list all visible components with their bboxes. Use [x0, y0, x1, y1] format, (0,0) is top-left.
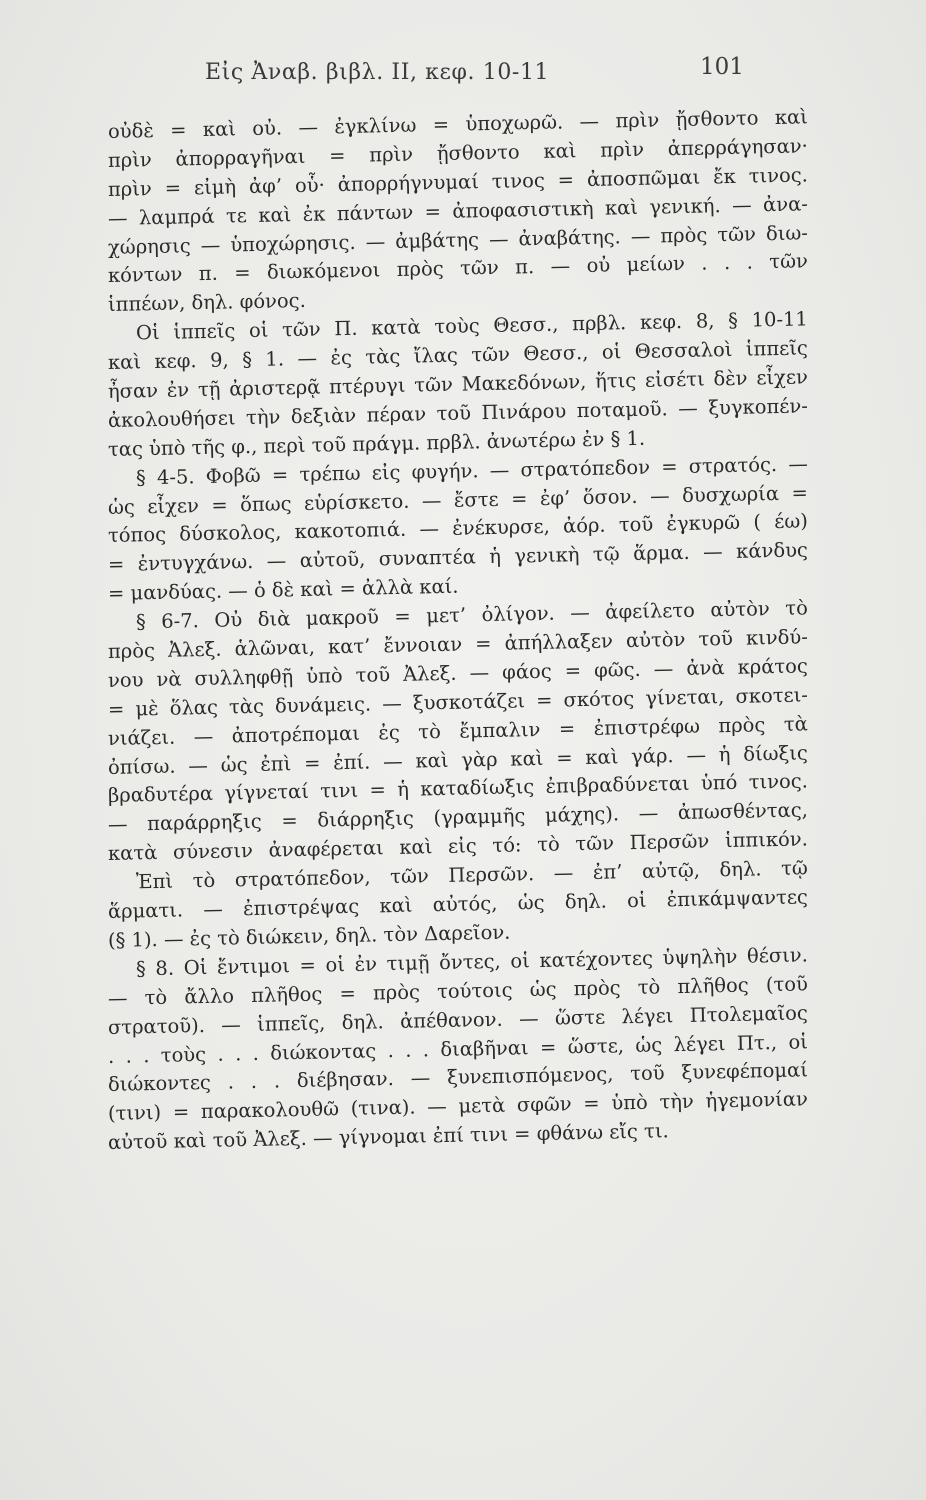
text-line: — λαμπρά τε καὶ ἐκ πάντων = ἀποφασιστικὴ καὶ γενική. — ἀνα-: [107, 192, 809, 230]
text-line: οὐδὲ = καὶ οὐ. — ἐγκλίνω = ὑποχωρῶ. — πρὶν ᾔσθοντο καὶ: [107, 105, 809, 143]
text-line: (τινι) = παρακολουθῶ (τινα). — μετὰ σφῶν = ὑπὸ τὴν ἡγεμονίαν: [107, 1087, 809, 1126]
running-header: [0, 46, 926, 96]
text-line: ἦσαν ἐν τῇ ἀριστερᾷ πτέρυγι τῶν Μακεδόνων, ἥτις εἰσέτι δὲν εἶχεν: [107, 365, 809, 404]
text-line: = ἐντυγχάνω. — αὐτοῦ, συναπτέα ἡ γενικὴ τῷ ἅρμα. — κάνδυς: [107, 538, 809, 577]
text-line: = μανδύας. — ὁ δὲ καὶ = ἀλλὰ καί.: [107, 574, 459, 606]
page-number: 101: [700, 54, 744, 80]
commentary-text: [107, 105, 809, 1158]
text-line: βραδυτέρα γίγνεταί τινι = ἡ καταδίωξις ἐπιβραδύνεται ὑπό τινος.: [107, 769, 809, 808]
text-line: τας ὑπὸ τῆς φ., περὶ τοῦ πράγμ. πρβλ. ἀνωτέρω ἐν § 1.: [107, 426, 646, 461]
text-line: τόπος δύσκολος, κακοτοπιά. — ἐνέκυρσε, ἀόρ. τοῦ ἐγκυρῶ ( έω): [107, 509, 809, 548]
text-line: Ἐπὶ τὸ στρατόπεδον, τῶν Περσῶν. — ἐπ’ αὐτῷ, δηλ. τῷ: [135, 856, 809, 894]
text-line: Οἱ ἱππεῖς οἱ τῶν Π. κατὰ τοὺς Θεσσ., πρβλ. κεφ. 8, § 10-11: [135, 307, 809, 345]
text-line: νιάζει. — ἀποτρέπομαι ἐς τὸ ἔμπαλιν = ἐπιστρέφω πρὸς τὰ: [107, 712, 809, 750]
text-line: ὡς εἶχεν = ὅπως εὑρίσκετο. — ἔστε = ἐφ’ ὅσον. — δυσχωρία =: [107, 480, 809, 519]
text-line: ἅρματι. — ἐπιστρέψας καὶ αὐτός, ὡς δηλ. οἱ ἐπικάμψαντες: [107, 885, 809, 924]
text-line: χώρησις — ὑποχώρησις. — ἀμβάτης — ἀναβάτης. — πρὸς τῶν διω-: [107, 220, 809, 259]
text-line: ὀπίσω. — ὡς ἐπὶ = ἐπί. — καὶ γὰρ καὶ = καὶ γάρ. — ἡ δίωξις: [107, 740, 809, 779]
text-line: = μὲ ὅλας τὰς δυνάμεις. — ξυσκοτάζει = σκότος γίνεται, σκοτει-: [107, 683, 809, 721]
text-line: § 6-7. Οὐ διὰ μακροῦ = μετ’ ὀλίγον. — ἀφείλετο αὐτὸν τὸ: [135, 596, 809, 634]
text-line: (§ 1). — ἐς τὸ διώκειν, δηλ. τὸν Δαρεῖον.: [107, 920, 511, 952]
text-line: ἀκολουθήσει τὴν δεξιὰν πέραν τοῦ Πινάρου ποταμοῦ. — ξυγκοπέν-: [107, 394, 809, 432]
text-line: κόντων π. = διωκόμενοι πρὸς τῶν π. — οὐ μείων . . . τῶν: [107, 249, 809, 288]
text-line: πρὶν ἀπορραγῆναι = πρὶν ᾔσθοντο καὶ πρὶν ἀπερράγησαν·: [107, 134, 809, 172]
text-line: — τὸ ἄλλο πλῆθος = πρὸς τούτοις ὡς πρὸς τὸ πλῆθος (τοῦ: [107, 972, 809, 1010]
text-line: κατὰ σύνεσιν ἀναφέρεται καὶ εἰς τό: τὸ τῶν Περσῶν ἱππικόν.: [107, 827, 809, 866]
text-line: καὶ κεφ. 9, § 1. — ἐς τὰς ἴλας τῶν Θεσσ., οἱ Θεσσαλοὶ ἱππεῖς: [107, 336, 809, 375]
text-line: § 8. Οἱ ἔντιμοι = οἱ ἐν τιμῇ ὄντες, οἱ κατέχοντες ὑψηλὴν θέσιν.: [135, 943, 809, 981]
text-line: στρατοῦ). — ἱππεῖς, δηλ. ἀπέθανον. — ὥστε λέγει Πτολεμαῖος: [107, 1000, 809, 1039]
text-line: αὐτοῦ καὶ τοῦ Ἀλεξ. — γίγνομαι ἐπί τινι = φθάνω εἴς τι.: [107, 1119, 669, 1155]
running-title: Εἰς Ἀναβ. βιβλ. ΙΙ, κεφ. 10-11: [205, 60, 550, 85]
text-line: πρὶν = εἰμὴ ἀφ’ οὗ· ἀπορρήγνυμαί τινος = ἀποσπῶμαι ἔκ τινος.: [107, 163, 809, 201]
text-line: νου νὰ συλληφθῇ ὑπὸ τοῦ Ἀλεξ. — φάος = φῶς. — ἀνὰ κράτος: [107, 654, 809, 692]
text-line: . . . τοὺς . . . διώκοντας . . . διαβῆναι = ὥστε, ὡς λέγει Πτ., οἱ: [107, 1029, 809, 1068]
text-line: πρὸς Ἀλεξ. ἁλῶναι, κατ’ ἔννοιαν = ἀπήλλαξεν αὐτὸν τοῦ κινδύ-: [107, 625, 809, 664]
text-line: — παράρρηξις = διάρρηξις (γραμμῆς μάχης). — ἀπωσθέντας,: [107, 798, 809, 837]
text-line: ἱππέων, δηλ. φόνος.: [107, 289, 307, 317]
text-line: § 4-5. Φοβῶ = τρέπω εἰς φυγήν. — στρατόπεδον = στρατός. —: [135, 452, 809, 490]
text-line: διώκοντες . . . διέβησαν. — ξυνεπισπόμενος, τοῦ ξυνεφέπομαί: [107, 1058, 809, 1097]
